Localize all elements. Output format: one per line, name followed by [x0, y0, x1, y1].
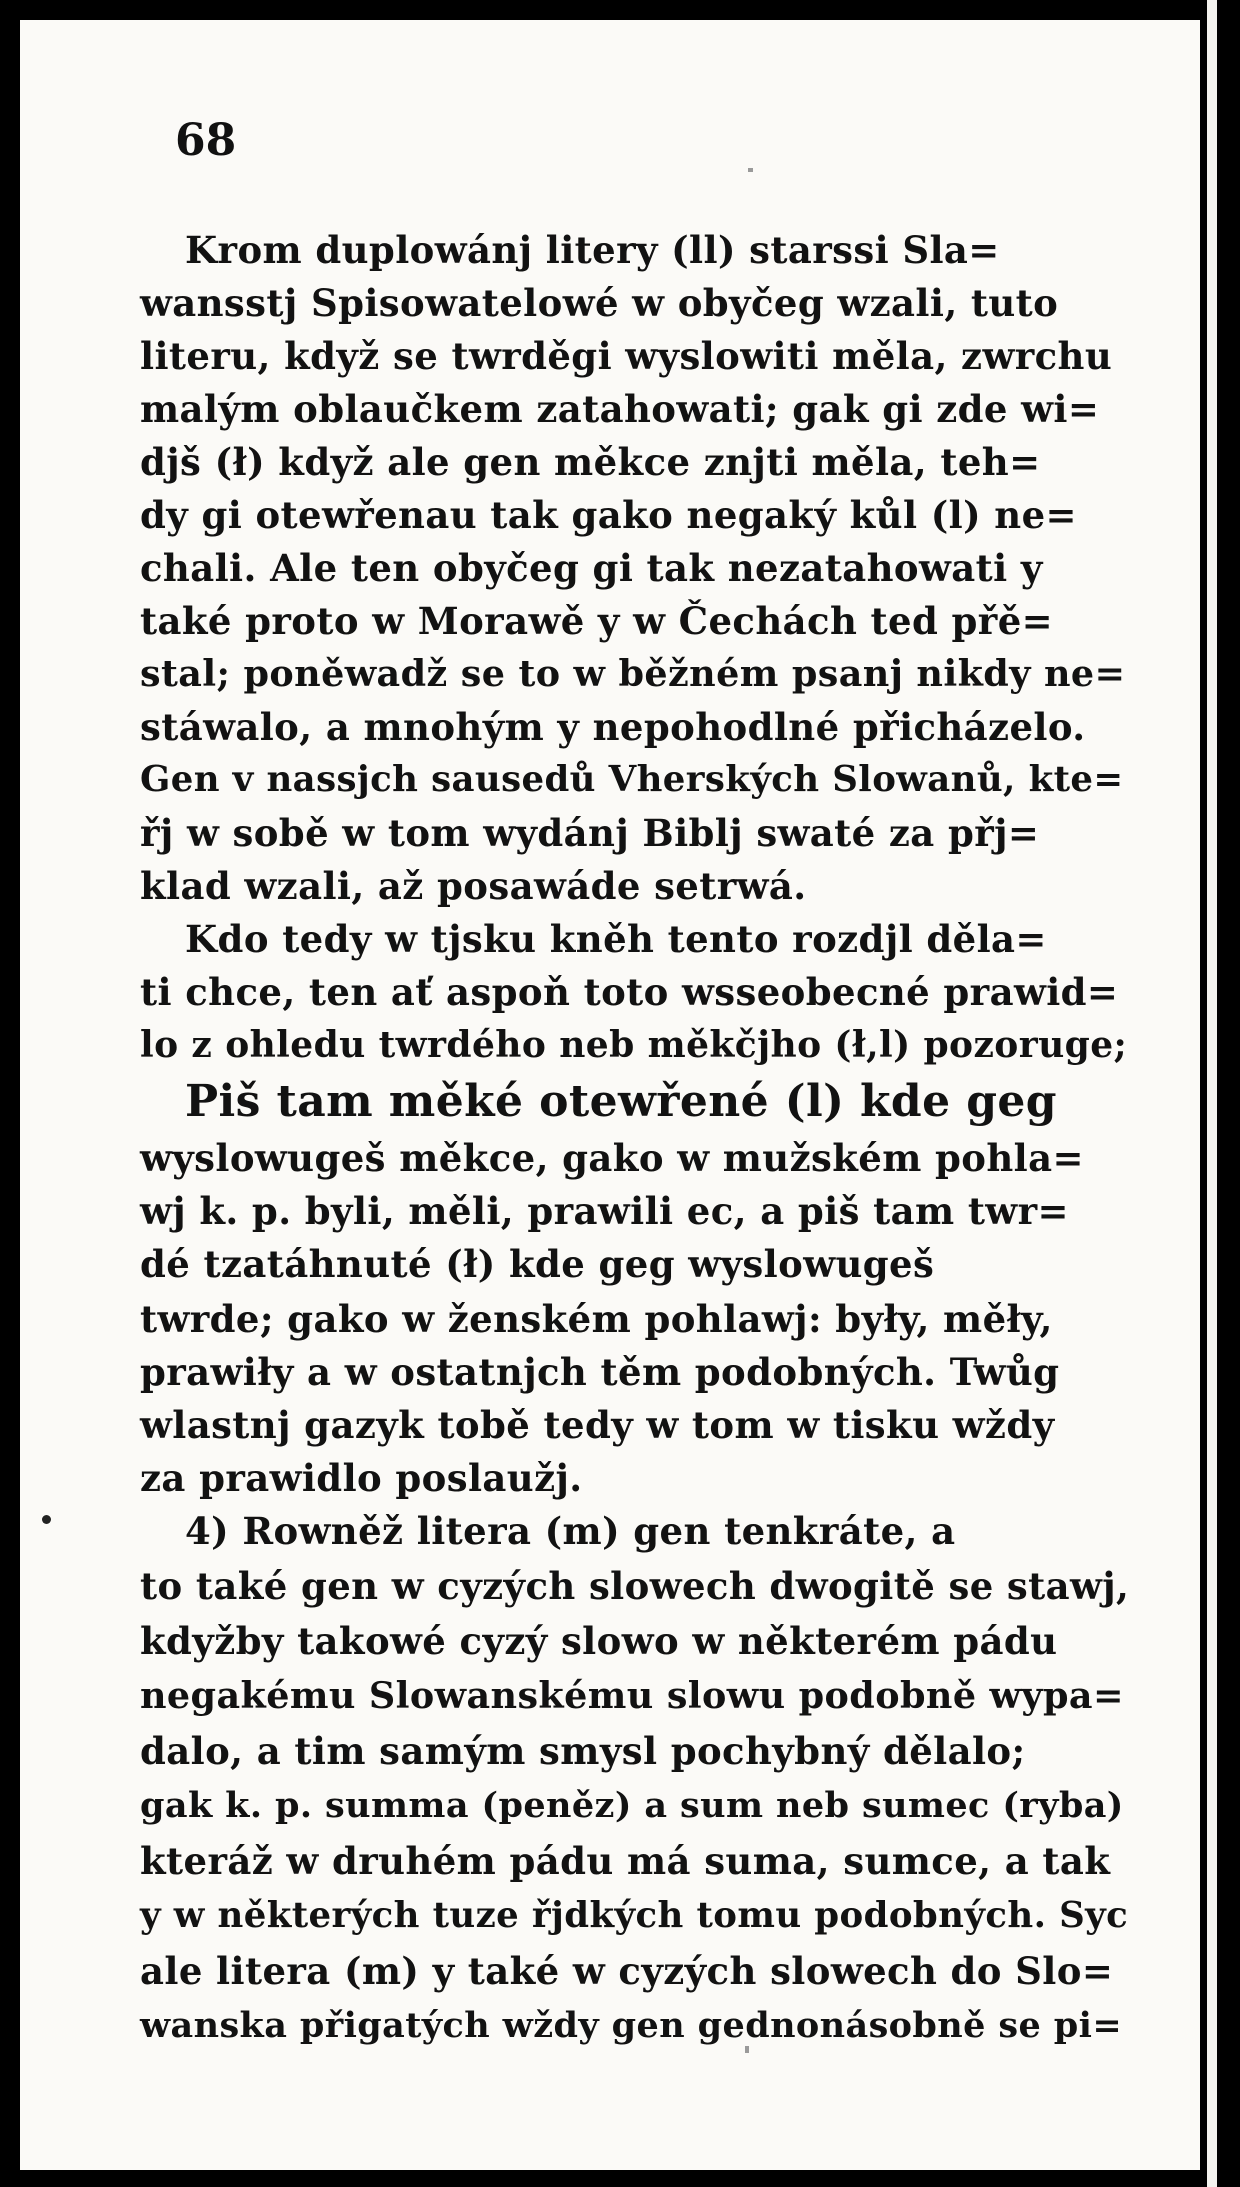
text-line: malým oblaučkem zatahowati; gak gi zde wi= [140, 387, 1100, 431]
text-line: wj k. p. byli, měli, prawili ec, a piš tam twr= [140, 1189, 1069, 1233]
page-number: 68 [175, 115, 237, 166]
text-line: Kdo tedy w tjsku kněh tento rozdjl děla= [185, 917, 1047, 961]
text-line: stal; poněwadž se to w běžném psanj nikdy ne= [140, 652, 1126, 695]
text-line: kdyžby takowé cyzý slowo w některém pádu [140, 1619, 1058, 1663]
text-line: twrde; gako w ženském pohlawj: były, měły, [140, 1297, 1053, 1341]
text-line: wlastnj gazyk tobě tedy w tom w tisku wždy [140, 1403, 1055, 1447]
text-line: dy gi otewřenau tak gako negaký kůl (l) ne= [140, 493, 1077, 537]
text-line: ale litera (m) y také w cyzých slowech do Slo= [140, 1949, 1114, 1993]
text-line: djš (ł) když ale gen měkce znjti měla, teh= [140, 440, 1041, 484]
text-line: y w některých tuze řjdkých tomu podobných. Syc [140, 1895, 1129, 1936]
paper-speck [745, 2046, 749, 2053]
text-line: Gen v nassjch sausedů Vherských Slowanů, kte= [140, 759, 1124, 800]
text-line: za prawidlo poslaužj. [140, 1456, 583, 1500]
text-line: negakému Slowanskému slowu podobně wypa= [140, 1674, 1124, 1717]
margin-dot-mark [42, 1515, 51, 1524]
text-line: prawiły a w ostatnjch těm podobných. Twůg [140, 1350, 1060, 1394]
text-line: klad wzali, až posawáde setrwá. [140, 864, 807, 908]
paper-speck [748, 168, 753, 172]
text-line: chali. Ale ten obyčeg gi tak nezatahowati y [140, 546, 1043, 590]
text-line: dé tzatáhnuté (ł) kde geg wyslowugeš [140, 1242, 935, 1286]
text-line: ti chce, ten ať aspoň toto wsseobecné prawid= [140, 970, 1119, 1014]
adjacent-page-edge [1207, 0, 1217, 2187]
text-line: to také gen w cyzých slowech dwogitě se stawj, [140, 1564, 1130, 1608]
text-line: 4) Rowněž litera (m) gen tenkráte, a [185, 1509, 956, 1553]
text-line: wanska přigatých wždy gen gednonásobně se pi= [140, 2005, 1123, 2046]
text-line: wyslowugeš měkce, gako w mužském pohla= [140, 1136, 1084, 1180]
text-line: stáwalo, a mnohým y nepohodlné přicházelo. [140, 705, 1086, 749]
text-line: lo z ohledu twrdého neb měkčjho (ł,l) pozoruge; [140, 1024, 1128, 1066]
text-line: wansstj Spisowatelowé w obyčeg wzali, tuto [140, 281, 1059, 325]
text-line: literu, když se twrděgi wyslowiti měla, zwrchu [140, 334, 1113, 378]
text-line: také proto w Morawě y w Čechách ted přě= [140, 599, 1054, 643]
text-line: gak k. p. summa (peněz) a sum neb sumec (ryba) [140, 1785, 1124, 1826]
text-line: kteráž w druhém pádu má suma, sumce, a tak [140, 1839, 1111, 1883]
text-line: Krom duplowánj litery (ll) starssi Sla= [185, 228, 1000, 272]
text-line: dalo, a tim samým smysl pochybný dělalo; [140, 1729, 1026, 1773]
text-line: Piš tam měké otewřené (l) kde geg [185, 1076, 1057, 1127]
text-line: řj w sobě w tom wydánj Biblj swaté za přj= [140, 811, 1040, 855]
